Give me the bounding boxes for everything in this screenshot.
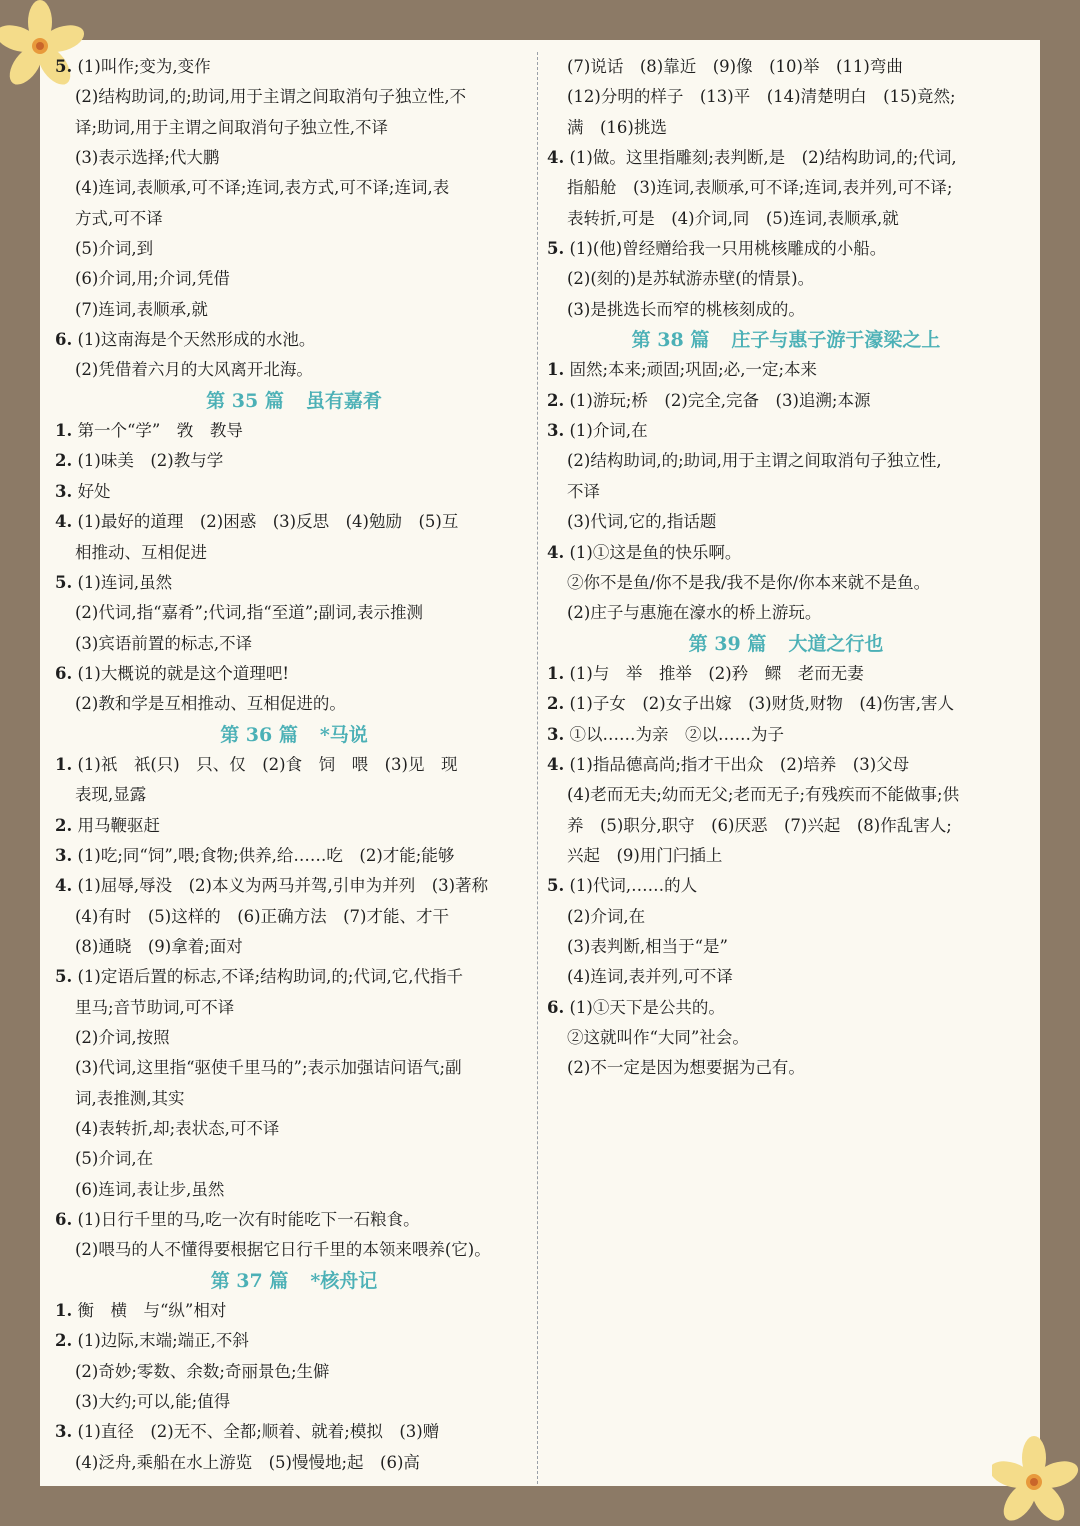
answer-item — [547, 720, 1025, 750]
answer-line — [547, 811, 1025, 841]
line-text: (2)教和学是互相推动、互相促进的。 — [75, 694, 346, 714]
answer-item — [55, 962, 533, 992]
line-text: (12)分明的样子 (13)平 (14)清楚明白 (15)竟然; — [567, 87, 956, 107]
answer-line — [55, 902, 533, 932]
section-heading — [547, 629, 1025, 659]
line-text: (3)代词,它的,指话题 — [567, 512, 717, 532]
answer-item — [547, 993, 1025, 1023]
item-number: 5. — [55, 57, 73, 76]
section-number: 第 38 篇 — [631, 329, 710, 352]
answer-line — [55, 82, 533, 112]
answer-line — [547, 113, 1025, 143]
answer-item — [55, 1205, 533, 1235]
answer-line — [547, 902, 1025, 932]
answer-line — [547, 598, 1025, 628]
line-text: (2)介词,在 — [567, 906, 646, 926]
answer-line — [547, 1023, 1025, 1053]
line-text: 词,表推测,其实 — [75, 1088, 185, 1108]
item-text: (1)①天下是公共的。 — [569, 997, 725, 1017]
answer-item — [55, 446, 533, 476]
item-text: ①以……为亲 ②以……为子 — [569, 724, 784, 744]
item-text: (1)做。这里指雕刻;表判断,是 (2)结构助词,的;代词, — [569, 148, 957, 168]
answer-line — [55, 1235, 533, 1265]
item-text: (1)代词,……的人 — [569, 876, 698, 896]
answer-item — [55, 811, 533, 841]
line-text: (8)通晓 (9)拿着;面对 — [75, 936, 243, 956]
answer-line — [547, 295, 1025, 325]
item-number: 2. — [55, 815, 73, 835]
line-text: 满 (16)挑选 — [567, 117, 667, 137]
answer-line — [55, 1144, 533, 1174]
line-text: (5)介词,到 — [75, 239, 154, 259]
item-text: (1)这南海是个天然形成的水池。 — [77, 330, 316, 350]
item-text: (1)①这是鱼的快乐啊。 — [569, 542, 742, 562]
answer-item — [55, 871, 533, 901]
answer-item — [547, 659, 1025, 689]
section-number: 第 37 篇 — [210, 1269, 289, 1292]
section-title: *核舟记 — [310, 1269, 378, 1292]
answer-line — [55, 1084, 533, 1114]
item-number: 3. — [55, 1422, 73, 1442]
answer-line — [547, 1053, 1025, 1083]
line-text: 指船舱 (3)连词,表顺承,可不译;连词,表并列,可不译; — [567, 178, 953, 198]
answer-line — [55, 173, 533, 203]
item-number: 1. — [55, 1301, 73, 1321]
line-text: (2)(刻的)是苏轼游赤壁(的情景)。 — [567, 269, 815, 289]
answer-line — [55, 1387, 533, 1417]
answer-item — [55, 568, 533, 598]
line-text: 里马;音节助词,可不译 — [75, 997, 235, 1017]
answer-line — [55, 1053, 533, 1083]
line-text: (4)表转折,却;表状态,可不译 — [75, 1119, 280, 1139]
line-text: (6)介词,用;介词,凭借 — [75, 269, 230, 289]
item-text: (1)吃;同“饲”,喂;食物;供养,给……吃 (2)才能;能够 — [77, 845, 455, 865]
line-text: (7)连词,表顺承,就 — [75, 299, 208, 319]
answer-item — [547, 386, 1025, 416]
item-text: 好处 — [77, 481, 111, 501]
item-text: (1)味美 (2)教与学 — [77, 451, 224, 471]
line-text: (2)庄子与惠施在濠水的桥上游玩。 — [567, 603, 822, 623]
answer-line — [55, 598, 533, 628]
flower-decoration-bottom-right — [992, 1430, 1080, 1526]
item-text: (1)子女 (2)女子出嫁 (3)财货,财物 (4)伤害,害人 — [569, 694, 954, 714]
answer-line — [55, 295, 533, 325]
answer-line — [55, 1448, 533, 1478]
answer-line — [55, 1114, 533, 1144]
section-heading — [55, 386, 533, 416]
item-number: 3. — [547, 724, 565, 744]
item-text: (1)与 举 推举 (2)矜 鳏 老而无妻 — [569, 663, 864, 683]
item-text: 第一个“学” 敩 教导 — [77, 421, 243, 441]
item-number: 3. — [55, 845, 73, 865]
answer-item — [55, 1417, 533, 1447]
section-title: 大道之行也 — [788, 632, 884, 655]
answer-line — [55, 113, 533, 143]
answer-item — [547, 143, 1025, 173]
line-text: 不译 — [567, 481, 600, 501]
answer-line — [547, 446, 1025, 476]
answer-item — [55, 507, 533, 537]
answer-line — [55, 780, 533, 810]
line-text: 兴起 (9)用门闩插上 — [567, 845, 723, 865]
item-text: (1)直径 (2)无不、全都;顺着、就着;模拟 (3)赠 — [77, 1422, 440, 1442]
answer-item — [55, 659, 533, 689]
item-number: 2. — [55, 451, 73, 471]
answer-line — [55, 629, 533, 659]
section-heading — [55, 720, 533, 750]
line-text: (2)不一定是因为想要据为己有。 — [567, 1058, 805, 1078]
answer-item — [547, 538, 1025, 568]
line-text: (3)表示选择;代大鹏 — [75, 148, 220, 168]
item-number: 5. — [547, 239, 565, 259]
line-text: (3)大约;可以,能;值得 — [75, 1392, 231, 1412]
item-text: (1)叫作;变为,变作 — [77, 57, 211, 76]
line-text: (6)连词,表让步,虽然 — [75, 1179, 225, 1199]
item-number: 1. — [55, 754, 73, 774]
line-text: (4)有时 (5)这样的 (6)正确方法 (7)才能、才干 — [75, 906, 449, 926]
item-number: 4. — [547, 754, 565, 774]
item-number: 5. — [547, 876, 565, 896]
item-number: 3. — [55, 481, 73, 501]
answer-line — [55, 204, 533, 234]
answer-line — [55, 993, 533, 1023]
item-text: 用马鞭驱赶 — [77, 815, 160, 835]
item-number: 1. — [547, 360, 565, 380]
answer-line — [55, 1357, 533, 1387]
item-text: (1)最好的道理 (2)困惑 (3)反思 (4)勉励 (5)互 — [77, 512, 459, 532]
answer-line — [547, 568, 1025, 598]
answer-line — [547, 204, 1025, 234]
left-answer-column — [55, 52, 533, 1478]
line-text: (2)结构助词,的;助词,用于主谓之间取消句子独立性,不 — [75, 87, 467, 107]
answer-line — [55, 689, 533, 719]
section-title: 庄子与惠子游于濠梁之上 — [731, 329, 941, 352]
line-text: (4)连词,表顺承,可不译;连词,表方式,可不译;连词,表 — [75, 178, 450, 198]
line-text: (4)泛舟,乘船在水上游览 (5)慢慢地;起 (6)高 — [75, 1452, 420, 1472]
answer-item — [55, 477, 533, 507]
item-number: 6. — [55, 663, 73, 683]
item-number: 2. — [547, 694, 565, 714]
answer-item — [547, 871, 1025, 901]
item-number: 2. — [547, 390, 565, 410]
item-number: 2. — [55, 1331, 73, 1351]
section-number: 第 39 篇 — [688, 632, 767, 655]
item-number: 3. — [547, 421, 565, 441]
answer-item — [547, 234, 1025, 264]
answer-line — [55, 932, 533, 962]
section-title: *马说 — [319, 723, 368, 746]
line-text: (3)表判断,相当于“是” — [567, 936, 728, 956]
line-text: (2)介词,按照 — [75, 1028, 170, 1047]
item-number: 5. — [55, 572, 73, 592]
answer-item — [547, 416, 1025, 446]
item-text: 衡 横 与“纵”相对 — [77, 1301, 227, 1321]
item-text: (1)屈辱,辱没 (2)本义为两马并驾,引申为并列 (3)著称 — [77, 876, 489, 896]
line-text: (2)喂马的人不懂得要根据它日行千里的本领来喂养(它)。 — [75, 1240, 491, 1260]
line-text: (2)结构助词,的;助词,用于主谓之间取消句子独立性, — [567, 451, 942, 471]
line-text: 译;助词,用于主谓之间取消句子独立性,不译 — [75, 117, 389, 137]
section-number: 第 36 篇 — [220, 723, 298, 746]
line-text: (3)宾语前置的标志,不译 — [75, 633, 253, 653]
line-text: (2)代词,指“嘉肴”;代词,指“至道”;副词,表示推测 — [75, 603, 423, 623]
item-text: (1)连词,虽然 — [77, 572, 173, 592]
item-text: 固然;本来;顽固;巩固;必,一定;本来 — [569, 360, 818, 380]
answer-line — [547, 477, 1025, 507]
line-text: ②你不是鱼/你不是我/我不是你/你本来就不是鱼。 — [567, 572, 931, 592]
item-text: (1)介词,在 — [569, 421, 648, 441]
answer-item — [55, 1326, 533, 1356]
answer-line — [55, 143, 533, 173]
item-text: (1)定语后置的标志,不译;结构助词,的;代词,它,代指千 — [77, 967, 463, 987]
line-text: (2)凭借着六月的大风离开北海。 — [75, 360, 313, 380]
line-text: ②这就叫作“大同”社会。 — [567, 1028, 749, 1047]
answer-line — [547, 82, 1025, 112]
item-text: (1)指品德高尚;指才干出众 (2)培养 (3)父母 — [569, 754, 910, 774]
section-heading — [547, 325, 1025, 355]
section-number: 第 35 篇 — [206, 389, 284, 412]
item-number: 4. — [547, 148, 565, 168]
answer-item — [55, 841, 533, 871]
answer-item — [55, 52, 533, 82]
item-number: 1. — [547, 663, 565, 683]
line-text: (3)是挑选长而窄的桃核刻成的。 — [567, 299, 805, 319]
item-number: 4. — [547, 542, 565, 562]
answer-line — [55, 538, 533, 568]
answer-line — [547, 932, 1025, 962]
answer-line — [55, 1023, 533, 1053]
line-text: 表现,显露 — [75, 785, 147, 805]
item-text: (1)日行千里的马,吃一次有时能吃下一石粮食。 — [77, 1210, 420, 1230]
line-text: 养 (5)职分,职守 (6)厌恶 (7)兴起 (8)作乱害人; — [567, 815, 952, 835]
answer-item — [547, 355, 1025, 385]
answer-line — [55, 355, 533, 385]
item-number: 6. — [55, 1210, 73, 1230]
answer-line — [547, 52, 1025, 82]
line-text: (2)奇妙;零数、余数;奇丽景色;生僻 — [75, 1361, 330, 1381]
right-answer-column — [547, 52, 1025, 1084]
answer-line — [55, 1175, 533, 1205]
item-text: (1)祇 祇(只) 只、仅 (2)食 饲 喂 (3)见 现 — [77, 754, 458, 774]
answer-item — [55, 416, 533, 446]
line-text: 方式,可不译 — [75, 208, 163, 228]
answer-line — [55, 234, 533, 264]
answer-line — [547, 173, 1025, 203]
item-number: 4. — [55, 876, 73, 896]
item-number: 1. — [55, 421, 73, 441]
answer-line — [547, 841, 1025, 871]
answer-line — [547, 507, 1025, 537]
item-text: (1)边际,末端;端正,不斜 — [77, 1331, 249, 1351]
section-title: 虽有嘉肴 — [305, 389, 382, 412]
answer-line — [55, 264, 533, 294]
item-text: (1)大概说的就是这个道理吧! — [77, 663, 289, 683]
answer-item — [55, 1296, 533, 1326]
line-text: (3)代词,这里指“驱使千里马的”;表示加强诘问语气;副 — [75, 1058, 462, 1078]
line-text: 表转折,可是 (4)介词,同 (5)连词,表顺承,就 — [567, 208, 899, 228]
line-text: (4)老而无夫;幼而无父;老而无子;有残疾而不能做事;供 — [567, 785, 960, 805]
item-text: (1)游玩;桥 (2)完全,完备 (3)追溯;本源 — [569, 390, 871, 410]
answer-line — [547, 264, 1025, 294]
item-number: 5. — [55, 967, 73, 987]
item-number: 6. — [547, 997, 565, 1017]
section-heading — [55, 1266, 533, 1296]
column-divider — [537, 52, 538, 1484]
answer-item — [547, 689, 1025, 719]
item-number: 4. — [55, 512, 73, 532]
line-text: (7)说话 (8)靠近 (9)像 (10)举 (11)弯曲 — [567, 57, 903, 76]
answer-line — [547, 780, 1025, 810]
item-number: 6. — [55, 330, 73, 350]
answer-line — [547, 962, 1025, 992]
answer-item — [547, 750, 1025, 780]
line-text: (4)连词,表并列,可不译 — [567, 967, 733, 987]
answer-item — [55, 325, 533, 355]
line-text: (5)介词,在 — [75, 1149, 154, 1169]
item-text: (1)(他)曾经赠给我一只用桃核雕成的小船。 — [569, 239, 887, 259]
answer-item — [55, 750, 533, 780]
line-text: 相推动、互相促进 — [75, 542, 207, 562]
